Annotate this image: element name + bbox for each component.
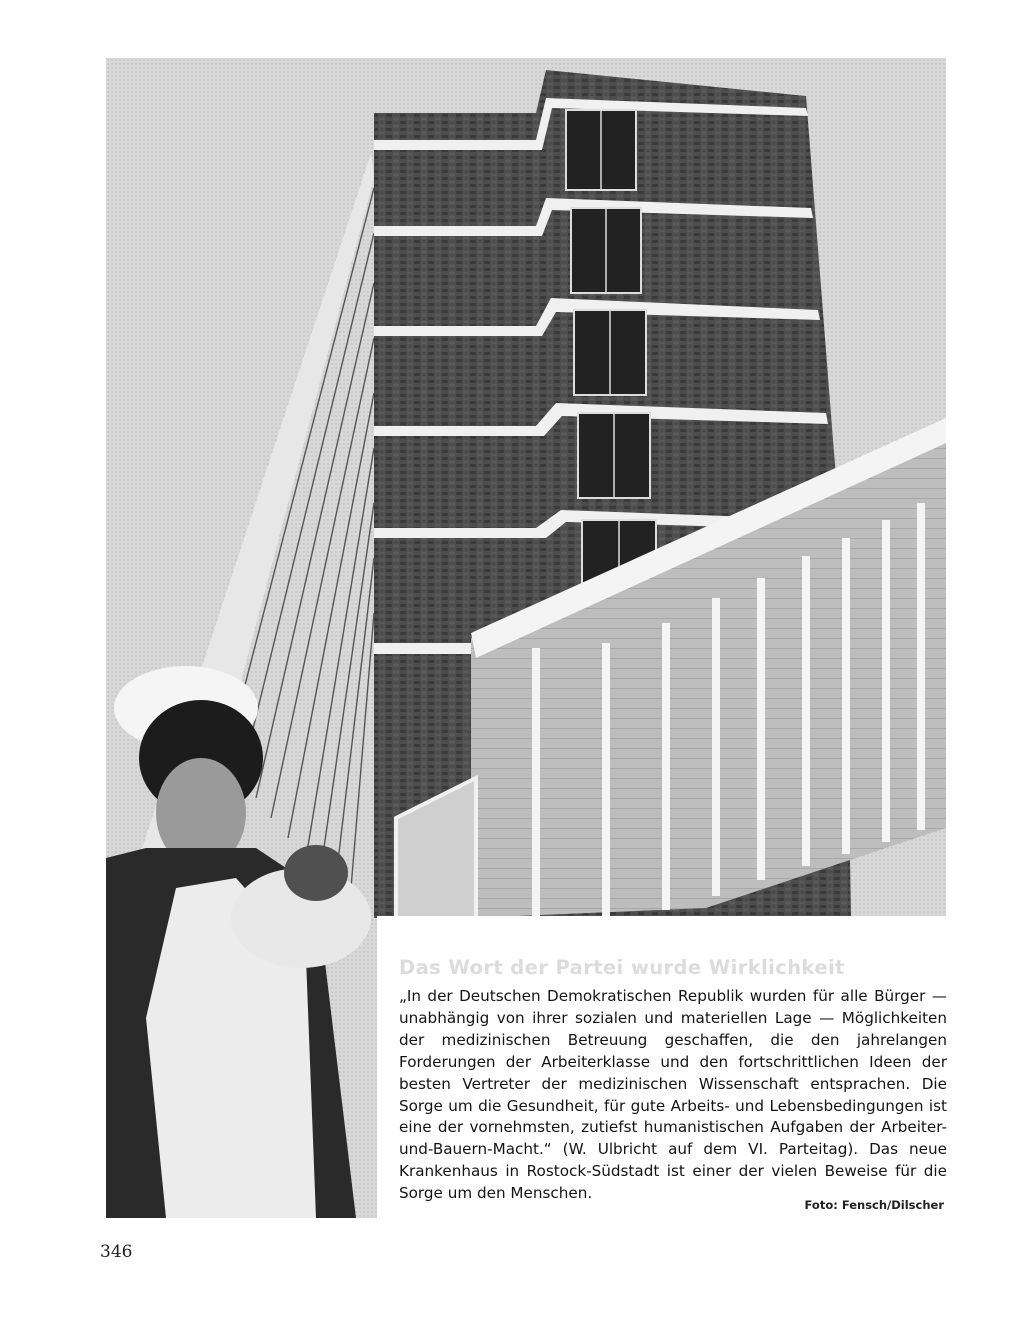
page-number: 346	[100, 1242, 133, 1262]
caption-text: „In der Deutschen Demokratischen Republik wurden für alle Bürger — unabhängig von ihrer sozialen und materiellen Lage — Möglichkeiten der medizinischen Betreuung geschaffen, die den jahrelangen Forderungen der Arbeiterklasse und den fortschrittlichen Ideen der besten Vertreter der medizinischen Wissenschaft entsprachen. Die Sorge um die Gesundheit, für gute Arbeits- und Lebensbedingungen ist eine der vornehmsten, zutiefst humanistischen Aufgaben der Arbeiter-und-Bauern-Macht.“ (W. Ulbricht auf dem VI. Parteitag). Das neue Krankenhaus in Rostock-Südstadt ist einer der vielen Beweise für die Sorge um den Menschen.	[399, 987, 947, 1203]
caption-title: Das Wort der Partei wurde Wirklichkeit	[399, 956, 845, 979]
caption-box	[377, 916, 958, 1228]
photo-credit: Foto: Fensch/Dilscher	[804, 1198, 944, 1212]
